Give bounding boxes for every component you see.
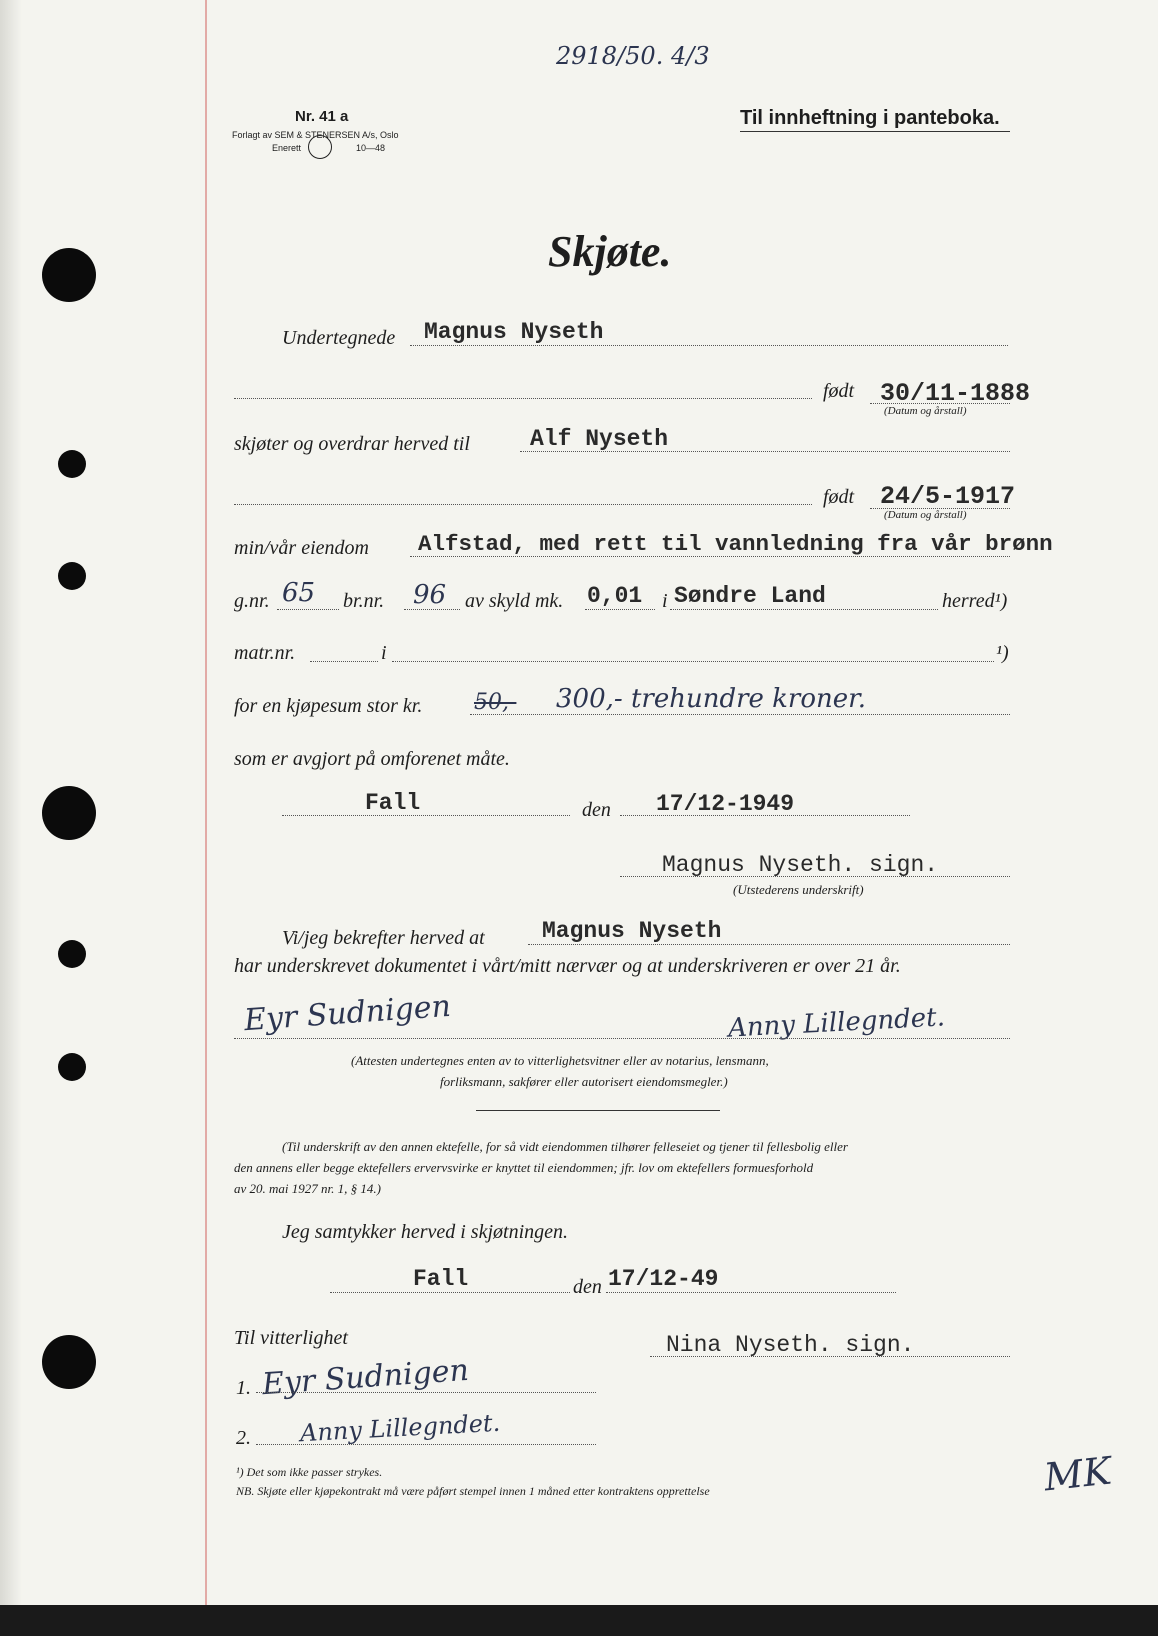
seller-born-date: 30/11-1888: [880, 379, 1031, 408]
matr-label: matr.nr.: [234, 642, 296, 664]
matr-close: ¹): [996, 642, 1009, 664]
seller-line: [410, 345, 1008, 346]
price-label: for en kjøpesum stor kr.: [234, 695, 423, 717]
attestation-note2: forliksmann, sakfører eller autorisert eiendomsmegler.): [440, 1074, 728, 1089]
gnr-line: [277, 609, 339, 610]
header-underline: [740, 131, 1010, 132]
witness-number-1: 1.: [236, 1377, 251, 1399]
price-amount: 300,- trehundre kroner.: [556, 684, 866, 714]
attestation-line1: Vi/jeg bekrefter herved at: [282, 927, 485, 949]
buyer-line: [520, 451, 1010, 452]
form-number: Nr. 41 a: [295, 108, 349, 125]
footnote-2: NB. Skjøte eller kjøpekontrakt må være påført stempel innen 1 måned etter kontraktens opprettelse: [236, 1484, 710, 1498]
binder-hole: [42, 1335, 96, 1389]
price-struck: 50,-: [474, 690, 517, 715]
date: 17/12-1949: [656, 791, 795, 817]
consent-place-line: [330, 1292, 570, 1293]
scan-bottom-edge: [0, 1605, 1158, 1636]
header-title: Til innheftning i panteboka.: [740, 107, 1000, 129]
buyer-label: skjøter og overdrar herved til: [234, 433, 470, 455]
issuer-signature-line: [620, 876, 1010, 877]
date-line: [620, 815, 910, 816]
edition-label: 10—48: [356, 143, 386, 153]
price-line: [470, 714, 1010, 715]
consent-den-label: den: [573, 1276, 602, 1298]
matr-i-line: [392, 661, 994, 662]
skyld-label: av skyld mk.: [465, 590, 564, 612]
attestation-signature-line: [234, 1038, 1010, 1039]
binder-hole: [58, 1053, 86, 1081]
issuer-signature-label: (Utstederens underskrift): [733, 882, 864, 897]
buyer-born-note: (Datum og årstall): [884, 509, 967, 521]
gnr-value: 65: [282, 578, 316, 608]
seller-blank-line: [234, 398, 812, 399]
herred-label: herred¹): [942, 590, 1008, 612]
binder-hole: [58, 450, 86, 478]
consent-signature: Nina Nyseth. sign.: [666, 1332, 915, 1358]
consent-date-line: [606, 1292, 896, 1293]
consent-signature-line: [650, 1356, 1010, 1357]
matr-line: [310, 661, 378, 662]
publisher-logo-icon: [308, 135, 332, 159]
seller-born-line: [870, 403, 1010, 404]
seller-born-label: født: [823, 380, 855, 402]
spouse-note-line3: av 20. mai 1927 nr. 1, § 14.): [234, 1181, 381, 1196]
bnr-label: br.nr.: [343, 590, 385, 612]
buyer-born-label: født: [823, 486, 855, 508]
consent-date: 17/12-49: [608, 1266, 719, 1292]
footnote-1: ¹) Det som ikke passer strykes.: [236, 1465, 383, 1479]
witness-signature-2: Anny Lillegndet.: [299, 1408, 501, 1448]
seller-label: Undertegnede: [282, 327, 396, 349]
spouse-note-line1: (Til underskrift av den annen ektefelle, for så vidt eiendommen tilhører felleseiet og tjener til fellesbolig eller: [282, 1139, 848, 1154]
witness-signature-1: Eyr Sudnigen: [261, 1352, 470, 1403]
attestation-name: Magnus Nyseth: [542, 918, 722, 944]
place-line: [282, 815, 570, 816]
witness-number-2: 2.: [236, 1427, 251, 1449]
bnr-line: [404, 609, 460, 610]
document-title: Skjøte.: [548, 227, 672, 276]
property-name: Alfstad, med rett til vannledning fra vår brønn: [418, 531, 1053, 557]
initials: MK: [1041, 1448, 1114, 1500]
buyer-born-date: 24/5-1917: [880, 482, 1016, 511]
seller-born-note: (Datum og årstall): [884, 405, 967, 417]
witness-label: Til vitterlighet: [234, 1327, 348, 1349]
gnr-label: g.nr.: [234, 590, 270, 612]
consent-text: Jeg samtykker herved i skjøtningen.: [282, 1221, 569, 1243]
property-line: [410, 556, 1010, 557]
attestation-line2: har underskrevet dokumentet i vårt/mitt nærvær og at underskriveren er over 21 år.: [234, 955, 901, 977]
herred-value: Søndre Land: [674, 583, 826, 609]
property-label: min/vår eiendom: [234, 537, 369, 559]
issuer-signature: Magnus Nyseth. sign.: [662, 852, 939, 878]
witness-line-2: [256, 1444, 596, 1445]
skyld-line: [585, 609, 655, 610]
matr-i-label: i: [381, 642, 387, 664]
seller-name: Magnus Nyseth: [424, 319, 604, 345]
herred-i-label: i: [662, 590, 668, 612]
skyld-value: 0,01: [587, 583, 643, 609]
herred-line: [670, 609, 938, 610]
enerett-label: Enerett: [272, 143, 302, 153]
archive-reference: 2918/50. 4/3: [556, 42, 710, 70]
page-left-shadow: [0, 0, 22, 1636]
buyer-blank-line: [234, 504, 812, 505]
attestation-signature-2: Anny Lillegndet.: [727, 1002, 946, 1044]
margin-line: [205, 0, 207, 1636]
bnr-value: 96: [413, 580, 447, 610]
spouse-note-line2: den annens eller begge ektefellers ervervsvirke er knyttet til eiendommen; jfr. lov om ektefellers formuesforhold: [234, 1160, 814, 1175]
attestation-note1: (Attesten undertegnes enten av to vitterlighetsvitner eller av notarius, lensmann,: [351, 1053, 769, 1068]
binder-hole: [42, 786, 96, 840]
binder-hole: [42, 248, 96, 302]
binder-hole: [58, 940, 86, 968]
place: Fall: [365, 790, 421, 816]
den-label: den: [582, 799, 611, 821]
witness-line-1: [256, 1392, 596, 1393]
consent-place: Fall: [413, 1266, 469, 1292]
section-divider: [476, 1110, 720, 1111]
attestation-line: [528, 944, 1010, 945]
buyer-name: Alf Nyseth: [530, 426, 669, 452]
publisher-line: Forlagt av SEM & STENERSEN A/s, Oslo: [232, 130, 399, 140]
binder-hole: [58, 562, 86, 590]
settled-text: som er avgjort på omforenet måte.: [234, 748, 510, 770]
attestation-signature-1: Eyr Sudnigen: [243, 988, 452, 1039]
